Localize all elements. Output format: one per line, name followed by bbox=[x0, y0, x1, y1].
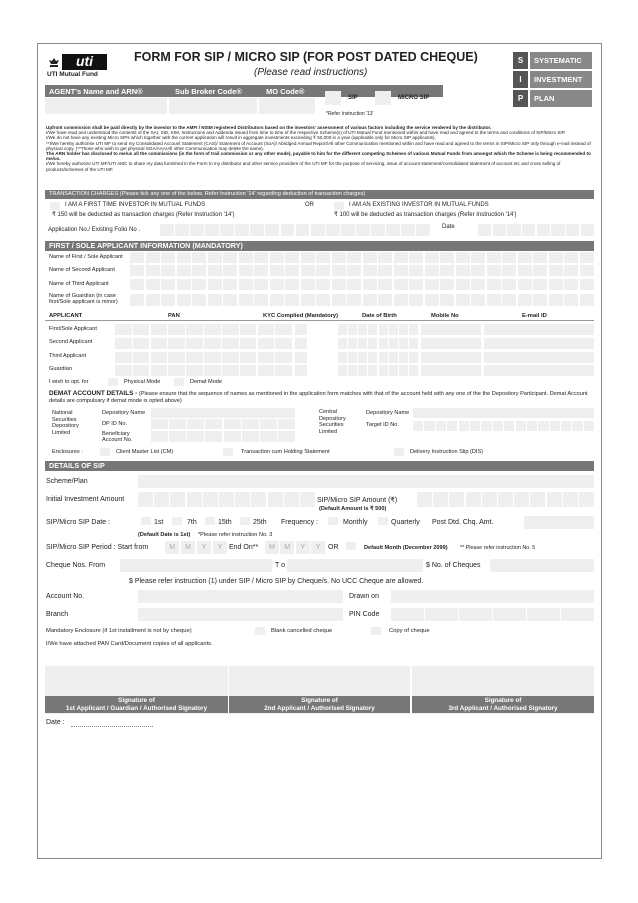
sip-label: SIP bbox=[348, 95, 358, 101]
pan-field-first[interactable] bbox=[115, 324, 292, 335]
sip-amount-field[interactable] bbox=[417, 492, 594, 507]
pan-field-second[interactable] bbox=[115, 338, 292, 349]
kyc-checkbox-first[interactable] bbox=[295, 324, 307, 335]
start-m2[interactable]: M bbox=[181, 541, 195, 554]
badge-word-plan: PLAN bbox=[530, 90, 592, 107]
copy-cheque-label: Copy of cheque bbox=[389, 628, 430, 634]
date-25th-checkbox[interactable] bbox=[240, 517, 250, 525]
frequency-label: Frequency : bbox=[281, 519, 318, 526]
micro-sip-checkbox[interactable] bbox=[375, 91, 391, 105]
nsdl-label: National Securities Depository Limited bbox=[52, 410, 79, 436]
sub-broker-label: Sub Broker Code® bbox=[175, 87, 242, 96]
existing-investor-checkbox[interactable] bbox=[334, 202, 344, 210]
drawn-on-label: Drawn on bbox=[349, 593, 379, 600]
mandatory-enclosure-label: Mandatory Enclosure (if 1st installment is not by cheque) bbox=[46, 628, 192, 634]
mobile-field-second[interactable] bbox=[421, 338, 481, 349]
kyc-header-kyc: KYC Complied (Mandatory) bbox=[263, 313, 339, 319]
third-applicant-name-label: Name of Third Applicant bbox=[49, 281, 109, 287]
dob-field-guardian[interactable] bbox=[338, 365, 418, 376]
end-y2[interactable]: Y bbox=[311, 541, 325, 554]
default-amount-note: (Default Amount is ₹ 500) bbox=[319, 506, 387, 512]
date-field[interactable] bbox=[478, 224, 594, 236]
monthly-label: Monthly bbox=[343, 519, 368, 526]
opt-mode-label: I wish to opt. for bbox=[49, 379, 89, 385]
scheme-type-note: *Refer Instruction '13' bbox=[326, 111, 374, 117]
form-title: FORM FOR SIP / MICRO SIP (FOR POST DATED CHEQUE) bbox=[134, 50, 478, 64]
nsdl-dp-name-field[interactable] bbox=[151, 408, 295, 418]
second-applicant-name-label: Name of Second Applicant bbox=[49, 267, 115, 273]
start-m1[interactable]: M bbox=[165, 541, 179, 554]
enclosures-label: Enclosures : bbox=[52, 449, 83, 455]
initial-amount-label: Initial Investment Amount bbox=[46, 496, 125, 503]
kyc-header-email: E-mail ID bbox=[522, 313, 547, 319]
logo-emblem-icon bbox=[47, 56, 61, 68]
client-master-label: Client Master List (CM) bbox=[116, 449, 174, 455]
cheque-instruction-note: $ Please refer instruction (1) under SIP / Micro SIP by Cheque/s. No UCC Cheque are allowed. bbox=[129, 578, 424, 585]
kyc-table-header bbox=[45, 311, 594, 321]
drawn-on-field[interactable] bbox=[391, 590, 594, 603]
signature-label-1 bbox=[45, 696, 228, 713]
date-7th-checkbox[interactable] bbox=[172, 517, 182, 525]
badge-word-systematic: SYSTEMATIC bbox=[530, 52, 592, 69]
client-master-checkbox[interactable] bbox=[100, 448, 110, 456]
nsdl-dp-name-label: Depository Name bbox=[102, 410, 146, 416]
dob-field-third[interactable] bbox=[338, 352, 418, 363]
end-y1[interactable]: Y bbox=[296, 541, 310, 554]
holding-statement-label: Transaction cum Holding Statement bbox=[241, 449, 330, 455]
sub-broker-field[interactable] bbox=[169, 98, 257, 114]
pin-code-label: PIN Code bbox=[349, 611, 380, 618]
kyc-row-second-label: Second Applicant bbox=[49, 339, 93, 345]
signature-2-line1: Signature of bbox=[301, 697, 338, 704]
quarterly-label: Quarterly bbox=[391, 519, 420, 526]
mo-code-field[interactable] bbox=[259, 98, 315, 114]
email-field-guardian[interactable] bbox=[484, 365, 594, 376]
cdsl-dp-name-field[interactable] bbox=[413, 408, 594, 418]
pan-field-third[interactable] bbox=[115, 352, 292, 363]
copy-cheque-checkbox[interactable] bbox=[371, 627, 381, 635]
declarations bbox=[46, 125, 594, 172]
date-1st-label: 1st bbox=[154, 519, 164, 526]
form-subtitle: (Please read instructions) bbox=[254, 67, 368, 78]
logo-text: uti bbox=[62, 54, 107, 70]
cdsl-target-field[interactable] bbox=[413, 421, 594, 431]
existing-investor-note: ₹ 100 will be deducted as transaction charges (Refer Instruction '14') bbox=[334, 212, 517, 218]
cdsl-label: Central Depository Securities Limited bbox=[319, 409, 346, 435]
holding-statement-checkbox[interactable] bbox=[223, 448, 233, 456]
start-y1[interactable]: Y bbox=[197, 541, 211, 554]
period-start-label: SIP/Micro SIP Period : Start from bbox=[46, 544, 149, 551]
signature-3-line2: 3rd Applicant / Authorised Signatory bbox=[448, 705, 558, 712]
badge-letter-s: S bbox=[513, 52, 528, 69]
first-applicant-name-label: Name of First / Sole Applicant bbox=[49, 254, 123, 260]
mo-code-label: MO Code® bbox=[266, 87, 305, 96]
pdc-amount-field[interactable] bbox=[524, 516, 594, 529]
signature-1-line1: Signature of bbox=[118, 697, 155, 704]
branch-label: Branch bbox=[46, 611, 69, 618]
date-15th-checkbox[interactable] bbox=[205, 517, 215, 525]
cdsl-target-label: Target ID No. bbox=[366, 422, 399, 428]
signature-label-2 bbox=[229, 696, 410, 713]
agent-name-label: AGENT's Name and ARN® bbox=[49, 87, 143, 96]
micro-sip-label: MICRO SIP bbox=[398, 95, 430, 101]
mobile-field-guardian[interactable] bbox=[421, 365, 481, 376]
sip-details-bar: DETAILS OF SIP bbox=[45, 461, 594, 471]
account-no-field[interactable] bbox=[138, 590, 343, 603]
guardian-name-label: Name of Guardian (in case first/Sole applicant is minor) bbox=[49, 293, 118, 306]
badge-letter-i: I bbox=[513, 71, 528, 88]
end-month-year-field[interactable] bbox=[265, 541, 325, 554]
date-25th-label: 25th bbox=[253, 519, 267, 526]
default-month-label: Default Month (December 2099) bbox=[364, 545, 448, 551]
sip-badge bbox=[513, 52, 597, 112]
email-field-second[interactable] bbox=[484, 338, 594, 349]
agent-name-field[interactable] bbox=[45, 98, 167, 114]
guardian-name-field[interactable] bbox=[130, 294, 594, 306]
mobile-field-third[interactable] bbox=[421, 352, 481, 363]
transaction-or: OR bbox=[305, 202, 314, 208]
account-no-label: Account No. bbox=[46, 593, 85, 600]
second-applicant-name-field[interactable] bbox=[130, 265, 594, 276]
default-date-note: (Default Date is 1st) bbox=[138, 532, 191, 538]
kyc-header-pan: PAN bbox=[168, 313, 180, 319]
declaration-share: I/We hereby authorize UTI MF/UTI AMC to share my data furnished in the Form to my distributor and other service providers of the UTI MF for the purpose of servicing, issue of account statement/consolidated statement of account etc and cross selling of products/schemes of the UTI MF. bbox=[46, 161, 561, 172]
date-instruction-note: *Please refer instruction No. 3 bbox=[198, 532, 273, 538]
demat-title: DEMAT ACCOUNT DETAILS - bbox=[49, 390, 138, 397]
end-m2[interactable]: M bbox=[280, 541, 294, 554]
pan-field-guardian[interactable] bbox=[115, 365, 292, 376]
mobile-field-first[interactable] bbox=[421, 324, 481, 335]
dob-field-second[interactable] bbox=[338, 338, 418, 349]
nsdl-beneficiary-field[interactable] bbox=[151, 431, 295, 442]
date-1st-checkbox[interactable] bbox=[141, 517, 151, 525]
blank-cheque-label: Blank cancelled cheque bbox=[271, 628, 333, 634]
pin-code-field[interactable] bbox=[391, 608, 594, 621]
cheque-to-field[interactable] bbox=[287, 559, 423, 572]
signature-3-line1: Signature of bbox=[484, 697, 522, 704]
dis-checkbox[interactable] bbox=[394, 448, 404, 456]
signature-1-line2: 1st Applicant / Guardian / Authorised Signatory bbox=[65, 705, 208, 712]
signature-date-line[interactable] bbox=[71, 726, 153, 727]
cdsl-dp-name-label: Depository Name bbox=[366, 410, 410, 416]
first-applicant-name-field[interactable] bbox=[130, 252, 594, 263]
signature-2-line2: 2nd Applicant / Authorised Signatory bbox=[264, 705, 375, 712]
signature-date-label: Date : bbox=[46, 719, 65, 726]
dis-label: Delivery Instruction Slip (DIS) bbox=[410, 449, 484, 455]
nsdl-beneficiary-label: Beneficiary Account No. bbox=[102, 431, 133, 444]
first-investor-checkbox[interactable] bbox=[50, 202, 60, 210]
nsdl-dp-id-field[interactable] bbox=[151, 419, 295, 429]
first-investor-label: I AM A FIRST TIME INVESTOR IN MUTUAL FUNDS bbox=[65, 202, 206, 208]
start-y2[interactable]: Y bbox=[213, 541, 227, 554]
kyc-header-mobile: Mobile No bbox=[431, 313, 459, 319]
scheme-field[interactable] bbox=[138, 475, 594, 488]
period-or: OR bbox=[328, 544, 339, 551]
sip-amount-label: SIP/Micro SIP Amount (₹) bbox=[317, 497, 398, 504]
physical-mode-label: Physical Mode bbox=[124, 379, 161, 385]
applicant-info-bar: FIRST / SOLE APPLICANT INFORMATION (MANDATORY) bbox=[45, 241, 594, 251]
blank-cheque-checkbox[interactable] bbox=[255, 627, 265, 635]
third-applicant-name-field[interactable] bbox=[130, 279, 594, 290]
nsdl-dp-id-label: DP ID No. bbox=[102, 421, 128, 427]
pan-attached-label: I/We have attached PAN Card/Document copies of all applicants. bbox=[46, 641, 213, 647]
scheme-label: Scheme/Plan bbox=[46, 478, 88, 485]
default-month-checkbox[interactable] bbox=[346, 542, 356, 550]
badge-letter-p: P bbox=[513, 90, 528, 107]
physical-mode-checkbox[interactable] bbox=[108, 378, 118, 386]
signature-label-3 bbox=[412, 696, 594, 713]
kyc-header-dob: Date of Birth bbox=[362, 313, 397, 319]
end-on-label: End On** bbox=[229, 544, 259, 551]
cheque-from-label: Cheque Nos. From bbox=[46, 562, 106, 569]
branch-field[interactable] bbox=[138, 608, 343, 621]
kyc-row-guardian-label: Guardian bbox=[49, 366, 73, 372]
demat-text: (Please ensure that the sequence of names as mentioned in the application form matches with that of the account held with any one of the the Depository Participant. Demat Account details are compulsary if demat mode is opted above) bbox=[49, 391, 588, 404]
kyc-header-applicant: APPLICANT bbox=[49, 313, 83, 319]
declaration-email: **I/We hereby authorise UTI MF to send my Consolidated Account Statement (CAS)/ Statement of Account (SoA)/ Abridged Annual Report/All other Communication mentioned within and have read and agreed to the terms in SIP/Micro SIP only through e-mail instead of physical copy. (**Those who wish to get physical SOA/AAA/All other Communication may delete the same). bbox=[46, 140, 591, 151]
demat-intro bbox=[49, 391, 594, 404]
sip-checkbox[interactable] bbox=[325, 91, 341, 105]
num-cheques-field[interactable] bbox=[490, 559, 594, 572]
kyc-checkbox-guardian[interactable] bbox=[295, 365, 307, 376]
email-field-first[interactable] bbox=[484, 324, 594, 335]
kyc-checkbox-second[interactable] bbox=[295, 338, 307, 349]
declaration-read: I/We have read and understood the contents of the SAI, SID, KIM, Instructions and Addenda issued from time to time of the respective Scheme(s) of UTI Mutual Fund mentioned within and have read and agreed to the terms and conditions of SIP/Micro SIP. bbox=[46, 130, 566, 136]
sip-date-label: SIP/Micro SIP Date : bbox=[46, 519, 111, 526]
date-7th-label: 7th bbox=[187, 519, 197, 526]
initial-amount-field[interactable] bbox=[138, 492, 315, 507]
date-15th-label: 15th bbox=[218, 519, 232, 526]
existing-investor-label: I AM AN EXISTING INVESTOR IN MUTUAL FUNDS bbox=[349, 202, 489, 208]
kyc-row-first-label: First/Sole Applicant bbox=[49, 326, 97, 332]
kyc-checkbox-third[interactable] bbox=[295, 352, 307, 363]
pdc-amount-label: Post Dtd. Chq. Amt. bbox=[432, 519, 494, 526]
kyc-row-third-label: Third Applicant bbox=[49, 353, 87, 359]
folio-field[interactable] bbox=[160, 224, 430, 236]
cheque-to-label: T o bbox=[275, 562, 285, 569]
sip-form bbox=[37, 43, 602, 859]
num-cheques-label: $ No. of Cheques bbox=[426, 562, 481, 569]
declaration-micro-sip: I/We do not have any existing Micro SIPs which together with the current application will result in aggregate investments exceeding ₹ 50,000 in a year (applicable only for Micro SIP applicants). bbox=[46, 135, 436, 141]
cheque-from-field[interactable] bbox=[120, 559, 272, 572]
demat-mode-label: Demat Mode bbox=[190, 379, 223, 385]
transaction-charges-bar: TRANSACTION CHARGES (Please tick any one of the below. Refer Instruction '14' regarding deduction of transaction charges) bbox=[45, 190, 594, 199]
monthly-checkbox[interactable] bbox=[328, 517, 338, 525]
month-instruction-note: ** Please refer instruction No. 5 bbox=[460, 545, 536, 551]
first-investor-note: ₹ 150 will be deducted as transaction charges (Refer Instruction '14') bbox=[52, 212, 235, 218]
logo-brand: UTI Mutual Fund bbox=[47, 71, 98, 78]
quarterly-checkbox[interactable] bbox=[378, 517, 388, 525]
email-field-third[interactable] bbox=[484, 352, 594, 363]
demat-mode-checkbox[interactable] bbox=[174, 378, 184, 386]
folio-label: Application No./ Existing Folio No . bbox=[48, 227, 141, 233]
date-label: Date bbox=[442, 224, 455, 230]
dob-field-first[interactable] bbox=[338, 324, 418, 335]
uti-logo bbox=[46, 54, 118, 79]
badge-word-investment: INVESTMENT bbox=[530, 71, 592, 88]
end-m1[interactable]: M bbox=[265, 541, 279, 554]
start-month-year-field[interactable] bbox=[165, 541, 227, 554]
declaration-commission: Upfront commission shall be paid directly by the investor to the AMFI / NISM registered Distributors based on the investors' assessment of various factors including the service rendered by the distributor. bbox=[46, 125, 492, 130]
declaration-arn: The ARN holder has disclosed to me/us all the commissions (in the form of trail commission or any other mode), payable to him for the different competing Schemes of various Mutual Funds from amongst which the Scheme is being recommended to me/us. bbox=[46, 151, 591, 162]
